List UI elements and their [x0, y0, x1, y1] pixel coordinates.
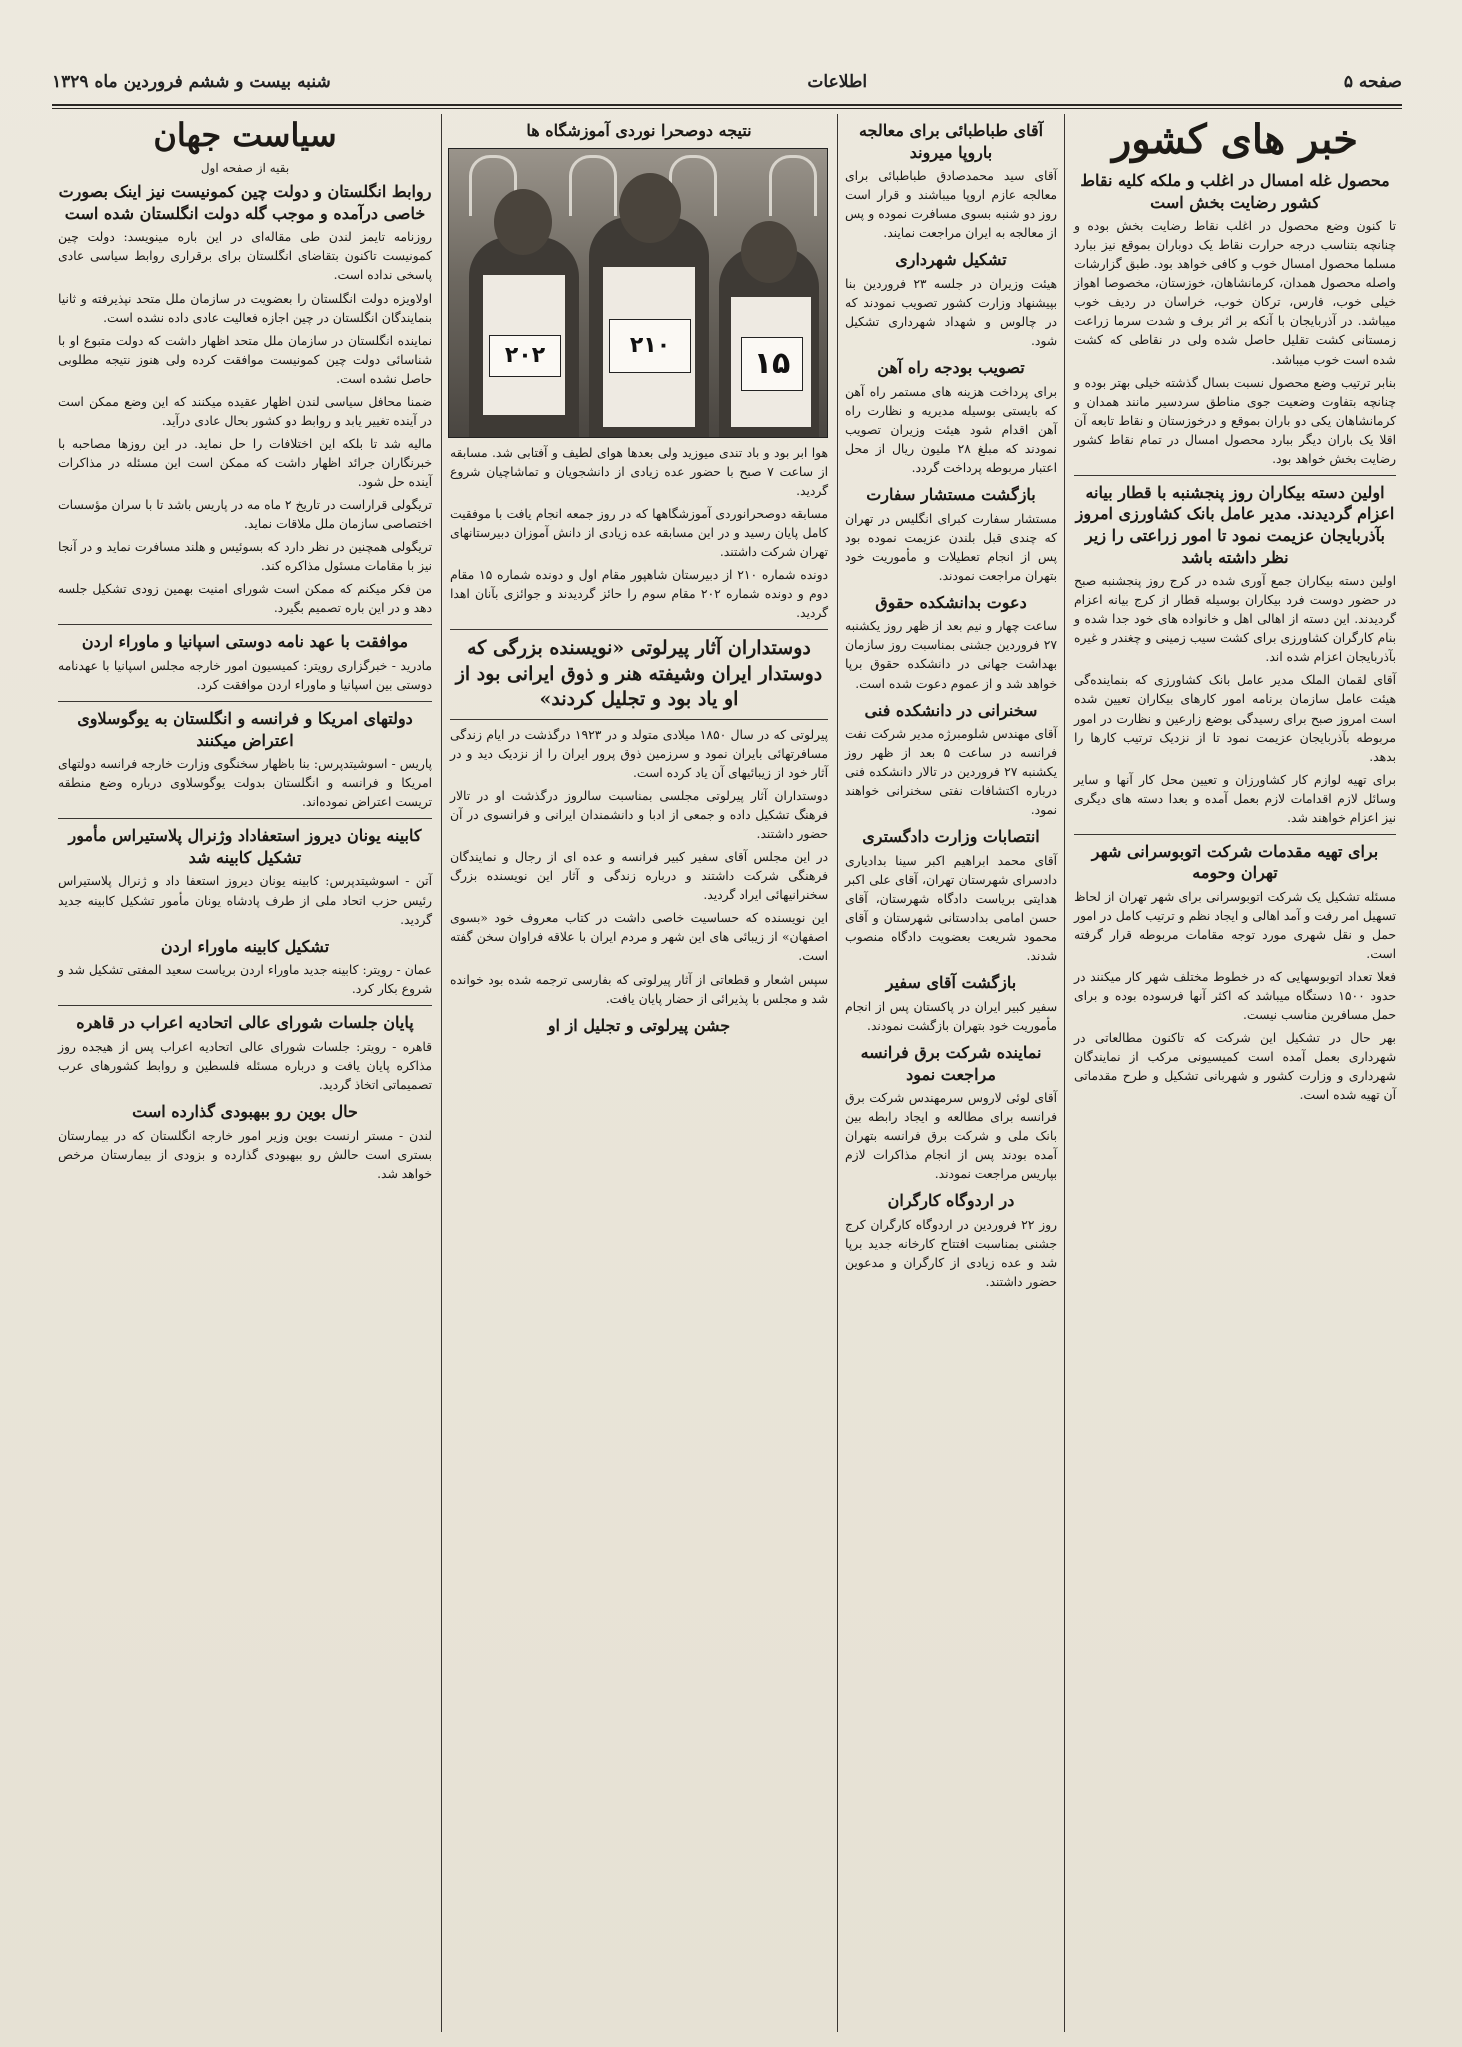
- news-paragraph: تا کنون وضع محصول در اغلب نقاط رضایت بخش بوده و چنانچه بتناسب درجه حرارت نقاط یک دوباران بموقع نیز ببارد مسلما محصول امسال خوب و کافی خواهد بود. طبق گزارشات واصله محصول همدان، کرمانشاهان، خوزستان، مخصوصا اهواز خیلی خوب، فارس، ترکان خوب، خراسان در ردیف خوب میباشد. در آذربایجان با آنکه بر اثر برف و شدت سرما زراعت زمستانی کشت تقلیل حاصل شده ولی در نقاطی که کشت شده است خوب میباشد.: [1074, 219, 1396, 367]
- column-divider: [1064, 114, 1065, 2032]
- section-divider: [450, 719, 828, 720]
- world-paragraph: ضمنا محافل سیاسی لندن اظهار عقیده میکنند که این وضع ممکن است در آینده تغییر یابد و روابط دو کشور بحال عادی درآید.: [58, 394, 432, 428]
- world-paragraph: تریگولی همچنین در نظر دارد که بسوئیس و هلند مسافرت نماید و در آنجا نیز با مقامات مسئول مذاکره کند.: [58, 540, 432, 574]
- world-paragraph: قاهره - رویتر: جلسات شورای عالی اتحادیه اعراب پس از هیجده روز مذاکره پایان یافت و درباره مسئله فلسطین و روابط کشورهای عرب تصمیماتی اتخاذ گردید.: [58, 1039, 432, 1092]
- headline-spain-jordan: موافقت با عهد نامه دوستی اسپانیا و ماوراء اردن: [81, 632, 409, 652]
- world-paragraph: نماینده انگلستان در سازمان ملل متحد اظهار داشت که دولت متبوع او با شناسائی دولت چین کمونیست موافقت کرده ولی هنوز نتیجه مطلوبی حاصل نشده است.: [58, 333, 432, 386]
- headline-workers-camp: در اردوگاه کارگران: [887, 1191, 1015, 1211]
- headline-return: بازگشت آقای سفیر: [885, 973, 1017, 993]
- country-news-column: [1068, 114, 1402, 2032]
- masthead: [52, 62, 1402, 102]
- section-divider: [58, 1005, 432, 1006]
- section-divider: [450, 629, 828, 630]
- world-paragraph: مادرید - خبرگزاری رویتر: کمیسیون امور خارجه مجلس اسپانیا با عهدنامه دوستی بین اسپانیا و ماوراء اردن موافقت کرد.: [58, 658, 432, 692]
- headline-tabatabaei: آقای طباطبائی برای معالجه باروپا میروند: [858, 121, 1044, 162]
- section-divider: [1074, 834, 1396, 835]
- headline-uk-china: روابط انگلستان و دولت چین کمونیست نیز اینک بصورت خاصی درآمده و موجب گله دولت انگلستان شده است: [58, 182, 432, 223]
- photo-feature-column: [444, 114, 834, 2032]
- short-news-paragraph: هیئت وزیران در جلسه ۲۳ فروردین بنا بپیشنهاد وزارت کشور تصویب نمودند که در چالوس و شهداد شهرداری تشکیل شود.: [845, 276, 1057, 349]
- race-paragraph: دونده شماره ۲۱۰ از دبیرستان شاهپور مقام اول و دونده شماره ۱۵ مقام دوم و دونده شماره ۲۰۲ مقام سوم را حائز گردیدند و جوائزی بآنان اهدا گردید.: [450, 567, 828, 620]
- short-news-column: [840, 114, 1062, 2032]
- runner-head: [494, 189, 552, 255]
- section-divider: [58, 818, 432, 819]
- short-news-paragraph: آقای محمد ابراهیم اکبر سینا بدادیاری دادسرای شهرستان تهران، آقای علی اکبر هدایتی بریاست دادگاه شهرستان، آقای حسن امامی بدادستانی شهرستان و آقای محمود شریعت بعضویت دادگاه منصوب شدند.: [845, 853, 1057, 964]
- news-paragraph: برای تهیه لوازم کار کشاورزان و تعیین محل کار آنها و سایر وسائل لازم اقدامات لازم بعمل آمده و بعدا دسته های دیگری نیز اعزام خواهند شد.: [1074, 772, 1396, 825]
- runners-photo: [448, 148, 828, 438]
- loti-paragraph: پیرلوتی که در سال ۱۸۵۰ میلادی متولد و در ۱۹۲۳ درگذشت در ایام زندگی مسافرتهائی بایران نمود و سرزمین ذوق پرور ایران را از نزدیک دید و در آثار خود از زیبائیهای آن یاد کرده است.: [450, 727, 828, 781]
- headline-arab-league: پایان جلسات شورای عالی اتحادیه اعراب در قاهره: [76, 1013, 414, 1033]
- news-headline-harvest: محصول غله امسال در اغلب و ملکه کلیه نقاط کشور رضایت بخش است: [1080, 171, 1390, 212]
- headline-bevin: حال بوین رو ببهبودی گذارده است: [132, 1102, 358, 1122]
- loti-paragraph: این نویسنده که حساسیت خاصی داشت در کتاب معروف خود «بسوی اصفهان» از زیبائی های این شهر و مردم ایران با علاقه فراوان سخن گفته است.: [450, 911, 828, 964]
- news-headline-unemployed: اولین دسته بیکاران روز پنجشنبه با قطار بیانه اعزام گردیدند. مدیر عامل بانک کشاورزی امروز بآذربایجان عزیمت نمود تا امور زراعتی را زیر نظر داشته باشد: [1075, 482, 1395, 567]
- paper-name: اطلاعات: [807, 72, 868, 92]
- short-news-paragraph: آقای مهندس شلومبرژه مدیر شرکت نفت فرانسه در ساعت ۵ بعد از ظهر روز یکشنبه ۲۷ فروردین در تالار دانشکده فنی درباره اکتشافات نفتی سخنرانی خواهند نمود.: [845, 727, 1058, 818]
- news-paragraph: آقای لقمان الملک مدیر عامل بانک کشاورزی که بنماینده‌گی هیئت عامل سازمان برنامه امور کارهای بیکاران تعیین شده است امروز صبح برای رسیدگی بوضع زارعین و نظارت در امور مربوطه بآذربایجان عزیمت نمود تا از نزدیک ترتیب کارها را بدهد.: [1074, 673, 1396, 764]
- column-divider: [441, 114, 442, 2032]
- continuation-note: بقیه از صفحه اول: [200, 161, 290, 176]
- world-paragraph: آتن - اسوشیتدپرس: کابینه یونان دیروز استعفا داد و ژنرال پلاستیراس رئیس حزب اتحاد ملی از طرف پادشاه یونان مأمور تشکیل کابینه جدید گردید.: [58, 874, 432, 927]
- section-divider: [58, 701, 432, 702]
- section-divider: [58, 624, 432, 625]
- headline-greece: کابینه یونان دیروز استعفاداد وژنرال پلاستیراس مأمور تشکیل کابینه شد: [68, 826, 422, 867]
- world-paragraph: من فکر میکنم که ممکن است شورای امنیت بهمین زودی تشکیل جلسه دهد و در این باره تصمیم بگیرد.: [58, 582, 432, 616]
- bib-number-middle: ۲۱۰: [609, 319, 691, 373]
- world-politics-title: سیاست جهان: [153, 116, 337, 154]
- world-paragraph: عمان - رویتر: کابینه جدید ماوراء اردن بریاست سعید المفتی تشکیل شد و شروع بکار کرد.: [58, 963, 432, 997]
- section-divider: [1074, 475, 1396, 476]
- headline-pierre-loti: دوستداران آثار پیرلوتی «نویسنده بزرگی که دوستدار ایران وشیفته هنر و ذوق ایرانی بود از او یاد بود و تجلیل کردند»: [455, 637, 823, 711]
- world-paragraph: مالیه شد تا بلکه این اختلافات را حل نماید. در این روزها مصاحبه با خبرنگاران جرائد اظهار داشت که ممکن است این مسئله در مذاکرات آینده حل شود.: [58, 436, 432, 489]
- news-paragraph: بهر حال در تشکیل این شرکت که تاکنون مطالعاتی در شهرداری بعمل آمده است کمیسیونی مرکب از نمایندگان شهرداری و وزارت کشور و شهربانی تشکیل و طرح مقدماتی آن تهیه شده است.: [1074, 1031, 1396, 1103]
- column-divider: [837, 114, 838, 2032]
- short-news-paragraph: آقای سید محمدصادق طباطبائی برای معالجه عازم اروپا میباشند و قرار است روز دو شنبه بسوی مسافرت نموده و پس از معالجه به ایران مراجعت نمایند.: [845, 169, 1057, 241]
- building-arch: [569, 155, 617, 216]
- world-paragraph: روزنامه تایمز لندن طی مقاله‌ای در این باره مینویسد: دولت چین کمونیست تاکنون بتقاضای انگلستان برای برقراری روابط سیاسی عادی پاسخی نداده است.: [58, 230, 432, 283]
- news-paragraph: اولین دسته بیکاران جمع آوری شده در کرج روز پنجشنبه صبح در حضور دوست فرد بیکاران بوسیله قطار از کرج بیانه اعزام گردیدند. این دسته از اهالی اهل و خانواده های خود جدا شده و بنام کارگران کشاورزی برای کشت سیب زمینی و چغندر و غیره بآذربایجان اعزام شده اند.: [1074, 574, 1396, 665]
- world-paragraph: تریگولی قراراست در تاریخ ۲ ماه مه در پاریس باشد تا با سران مؤسسات اختصاصی سازمان ملل ملاقات نماید.: [58, 497, 432, 532]
- headline-railway-budget: تصویب بودجه راه آهن: [877, 358, 1025, 378]
- page-number: صفحه ۵: [1343, 72, 1402, 92]
- loti-paragraph: دوستداران آثار پیرلوتی مجلسی بمناسبت سالروز درگذشت او در تالار فرهنگ تشکیل داده و جمعی از ادبا و دانشمندان ایرانی و فرانسوی در آن حضور داشتند.: [450, 789, 828, 842]
- short-news-paragraph: سفیر کبیر ایران در پاکستان پس از انجام مأموریت خود بتهران بازگشت نمودند.: [845, 999, 1057, 1033]
- news-headline-bus-company: برای تهیه مقدمات شرکت اتوبوسرانی شهر تهران وحومه: [1091, 841, 1379, 883]
- loti-paragraph: در این مجلس آقای سفیر کبیر فرانسه و عده ای از رجال و نمایندگان فرهنگی شرکت داشتند و درباره زندگی و آثار این نویسنده بزرگ سخنرانیهائی ایراد گردید.: [450, 850, 828, 903]
- country-news-title: خبر های کشور: [1111, 116, 1358, 163]
- loti-signoff: جشن پیرلوتی و تجلیل از او: [547, 1015, 731, 1035]
- news-paragraph: بنابر ترتیب وضع محصول نسبت بسال گذشته خیلی بهتر بوده و چنانچه بتفاوت وضعیت جوی مناطق سردسیر مانند همدان و کرمانشاهان یکی دو باران بموقع و درخوزستان و نقاط تابعه آن اقلا یک باران دیگر ببارد محصول امسال در تمام نقاط کشور رضایت بخش خواهد بود.: [1074, 375, 1396, 466]
- building-arch: [769, 155, 817, 216]
- headline-technical-lecture: سخنرانی در دانشکده فنی: [864, 700, 1038, 720]
- headline-justice-appointments: انتصابات وزارت دادگستری: [862, 827, 1040, 847]
- short-news-paragraph: روز ۲۲ فروردین در اردوگاه کارگران کرج جشنی بمناسبت افتتاح کارخانه جدید برپا شد و عده زیادی از کارگران و مدعوین حضور داشتند.: [845, 1217, 1057, 1290]
- headline-yugoslavia: دولتهای امریکا و فرانسه و انگلستان به یوگوسلاوی اعتراض میکنند: [77, 708, 413, 750]
- photo-caption: نتیجه دوصحرا نوردی آموزشگاه ها: [526, 121, 752, 140]
- headline-law-school-invite: دعوت بدانشکده حقوق: [875, 592, 1027, 612]
- short-news-paragraph: مستشار سفارت کبرای انگلیس در تهران که چندی قبل بلندن عزیمت نموده بود پس از انجام تعطیلات و مأموریت خود بتهران مراجعت نمودند.: [845, 511, 1057, 583]
- runner-head: [741, 221, 797, 283]
- world-paragraph: اولاویزه دولت انگلستان را بعضویت در سازمان ملل متحد نپذیرفته و ثانیا بنمایندگان انگلستان در چین اجازه فعالیت عادی داده نشده است.: [58, 291, 432, 325]
- headline-jordan-cabinet: تشکیل کابینه ماوراء اردن: [160, 936, 330, 956]
- bib-number-right: ۱۵: [741, 337, 803, 391]
- short-news-paragraph: آقای لوئی لاروس سرمهندس شرکت برق فرانسه برای مطالعه و ایجاد رابطه بین بانک ملی و شرکت برق فرانسه بتهران آمده بودند پس از انجام مذاکرات لازم بپاریس مراجعت نمودند.: [845, 1091, 1057, 1182]
- world-paragraph: لندن - مستر ارنست بوین وزیر امور خارجه انگلستان که در بیمارستان بستری است حالش رو ببهبودی گذارده و بزودی از بیمارستان مرخص خواهد شد.: [58, 1128, 432, 1181]
- short-news-paragraph: ساعت چهار و نیم بعد از ظهر روز یکشنبه ۲۷ فروردین جشنی بمناسبت روز سازمان بهداشت جهانی در دانشکده حقوق برپا خواهد شد و از عموم دعوت شده است.: [845, 619, 1057, 691]
- short-news-paragraph: برای پرداخت هزینه های مستمر راه آهن که بایستی بوسیله مدیریه و نظارت راه آهن اقدام شود هیئت وزیران تصویب نمودند که مبلغ ۲۸ ملیون ریال از محل اعتبار مربوطه پرداخت گردد.: [845, 384, 1058, 475]
- race-paragraph: مسابقه دوصحرانوردی آموزشگاهها که در روز جمعه انجام یافت با موفقیت کامل پایان رسید و در این مسابقه عده زیادی از دانش آموزان دبیرستانهای تهران شرکت داشتند.: [450, 506, 828, 559]
- masthead-rule: [52, 104, 1402, 106]
- masthead-rule-thin: [52, 108, 1402, 109]
- bib-number-left: ۲۰۲: [489, 335, 561, 377]
- headline-electric-company: نماینده شرکت برق فرانسه مراجعت نمود: [860, 1042, 1042, 1084]
- loti-paragraph: سپس اشعار و قطعاتی از آثار پیرلوتی که بفارسی ترجمه شده بود خوانده شد و مجلس با پذیرائی از حضار پایان یافت.: [450, 972, 828, 1006]
- issue-date: شنبه بیست و ششم فروردین ماه ۱۳۲۹: [52, 72, 331, 92]
- news-paragraph: فعلا تعداد اتوبوسهایی که در خطوط مختلف شهر کار میکنند در حدود ۱۵۰۰ دستگاه میباشد که اکثر آنها فرسوده بوده و برای حمل مسافرین مناسب نیست.: [1074, 970, 1396, 1023]
- runner-head: [619, 173, 681, 243]
- race-paragraph: هوا ابر بود و باد تندی میوزید ولی بعدها هوای لطیف و آفتابی شد. مسابقه از ساعت ۷ صبح با حضور عده زیادی از دانشجویان و تماشاچیان شروع گردید.: [450, 445, 828, 498]
- world-paragraph: پاریس - اسوشیتدپرس: بنا باظهار سخنگوی وزارت خارجه فرانسه دولتهای امریکا و فرانسه و انگلستان بدولت یوگوسلاوی درباره وضع منطقه تریست اعتراض نموده‌اند.: [58, 757, 432, 810]
- world-politics-column: [52, 114, 438, 2032]
- news-paragraph: مسئله تشکیل یک شرکت اتوبوسرانی برای شهر تهران از لحاظ تسهیل امر رفت و آمد اهالی و ایجاد نظم و ترتیب کامل در امور حمل و نقل شهری مورد توجه مقامات مربوطه قرار گرفته است.: [1074, 889, 1396, 962]
- headline-municipality: تشکیل شهرداری: [895, 250, 1007, 270]
- headline-embassy-counsellor: بازگشت مستشار سفارت: [866, 484, 1036, 504]
